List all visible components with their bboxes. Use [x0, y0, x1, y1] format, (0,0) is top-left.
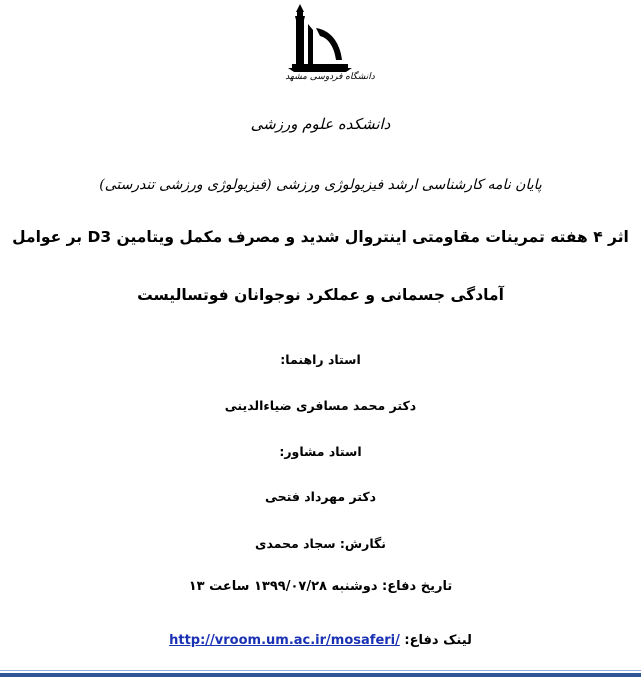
defense-link-label: لینک دفاع:	[404, 633, 472, 648]
footer-bar	[0, 673, 641, 677]
defense-link[interactable]: http://vroom.um.ac.ir/mosaferi/	[169, 633, 400, 648]
thesis-type: پایان نامه کارشناسی ارشد فیزیولوژی ورزشی (فیزیولوژی ورزشی تندرستی)	[99, 177, 542, 193]
footer-rule	[0, 670, 641, 671]
defense-link-row	[0, 633, 641, 648]
author-line: نگارش: سجاد محمدی	[254, 536, 387, 551]
defense-date: تاریخ دفاع: دوشنبه ۱۳۹۹/۰۷/۲۸ ساعت ۱۳	[188, 579, 453, 594]
thesis-title-line-2: آمادگی جسمانی و عملکرد نوجوانان فوتسالیست	[137, 286, 504, 304]
university-name-text: دانشگاه فردوسی مشهد	[285, 72, 375, 82]
supervisor-name: دکتر محمد مسافری ضیاءالدینی	[224, 398, 417, 413]
faculty-name: دانشکده علوم ورزشی	[250, 115, 391, 133]
advisor-name: دکتر مهرداد فتحی	[264, 489, 377, 504]
thesis-title-line-1: اثر ۴ هفته تمرینات مقاومتی اینتروال شدید و مصرف مکمل ویتامین D3 بر عوامل	[12, 228, 629, 246]
supervisor-label: استاد راهنما:	[280, 352, 361, 367]
advisor-label: استاد مشاور:	[279, 444, 362, 459]
